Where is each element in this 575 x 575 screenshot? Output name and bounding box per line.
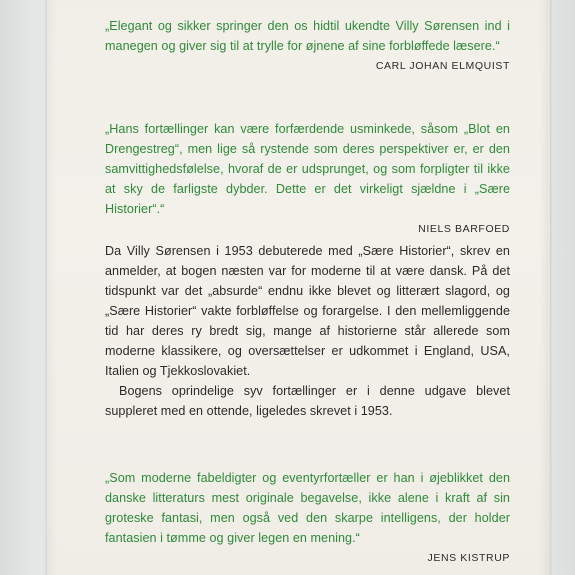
review-quote-3-author: JENS KISTRUP [427, 552, 510, 564]
review-quote-2 [105, 119, 510, 238]
review-quote-3 [105, 468, 510, 567]
review-quote-1-author: CARL JOHAN ELMQUIST [375, 60, 510, 72]
book-description-paragraph-1: Da Villy Sørensen i 1953 debuterede med „Sære Historier“, skrev en anmelder, at bogen næsten var for moderne til at være dansk. På det tidspunkt var det „absurde“ endnu ikke blevet og litterært slagord, og „Sære Historier“ vakte forbløffelse og forargelse. I den mellemliggende tid har deres ry bredt sig, mange af historierne står allerede som moderne klassikere, og oversættelser er udkommet i England, USA, Italien og Tjekkoslovakiet. [105, 244, 510, 378]
review-quote-2-text: „Hans fortællinger kan være forfærdende usminkede, såsom „Blot en Drengestreg“, men lige så rystende som deres perspektiver er, er den samvittighedsfølelse, hvoraf de er udsprunget, og som forpligter til ikke at sky de farligste dybder. Dette er det virkeligt sjældne i „Sære Historier“.“ [105, 122, 510, 216]
book-description [105, 241, 510, 421]
book-description-paragraph-2: Bogens oprindelige syv fortællinger er i denne udgave blevet suppleret med en ottende, ligeledes skrevet i 1953. [105, 384, 510, 418]
review-quote-2-author: NIELS BARFOED [418, 223, 510, 235]
review-quote-1 [105, 16, 510, 75]
review-quote-1-text: „Elegant og sikker springer den os hidtil ukendte Villy Sørensen ind i manegen og giver sig til at trylle for øjnene af sine forbløffede læsere.“ [105, 19, 510, 53]
review-quote-3-text: „Som moderne fabeldigter og eventyrfortæller er han i øjeblikket den danske litteraturs mest originale begavelse, ikke alene i kraft af sin groteske fantasi, men også ved den skarpe intelligens, der holder fantasien i tømme og giver legen en mening.“ [105, 471, 510, 545]
